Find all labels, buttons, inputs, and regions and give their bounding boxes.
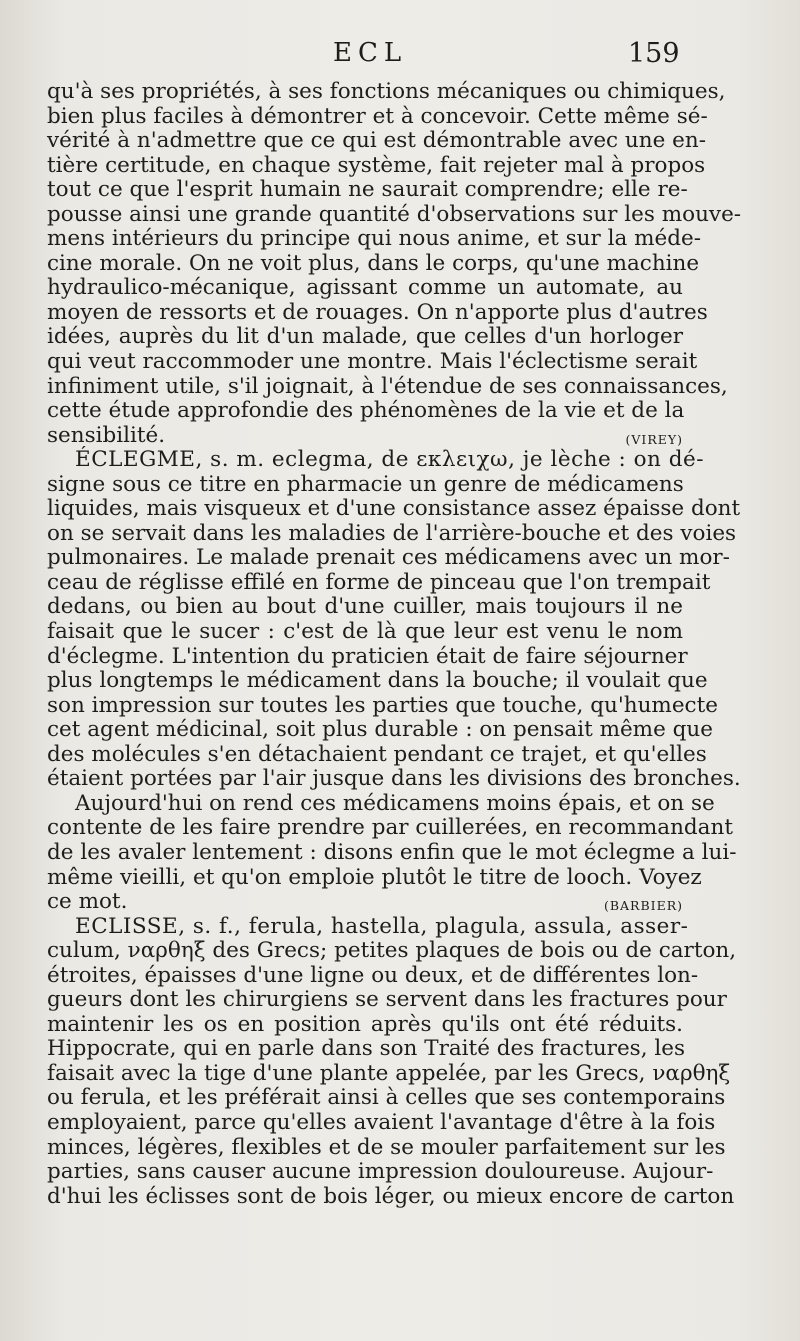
text-line: Aujourd'hui on rend ces médicamens moins épais, et on se: [75, 790, 715, 816]
text-line: mens intérieurs du principe qui nous anime, et sur la méde-: [47, 226, 701, 252]
running-head: [0, 38, 800, 78]
text-line: vérité à n'admettre que ce qui est démontrable avec une en-: [47, 128, 707, 154]
text-line: faisait que le sucer : c'est de là que leur est venu le nom: [47, 619, 683, 645]
text-line: ceau de réglisse effilé en forme de pinceau que l'on trempait: [47, 569, 711, 595]
text-line: qu'à ses propriétés, à ses fonctions mécaniques ou chimiques,: [47, 79, 726, 104]
text-line: tière certitude, en chaque système, fait rejeter mal à propos: [47, 152, 706, 178]
text-line: ou ferula, et les préférait ainsi à celles que ses contemporains: [47, 1085, 726, 1111]
text-line: signe sous ce titre en pharmacie un genre de médicamens: [47, 471, 684, 497]
text-line-with-signature: [47, 424, 683, 449]
text-line: sensibilité.: [47, 422, 166, 448]
text-line: qui veut raccommoder une montre. Mais l'éclectisme serait: [47, 349, 698, 375]
author-signature: (BARBIER): [603, 898, 683, 914]
text-line: dedans, ou bien au bout d'une cuiller, mais toujours il ne: [47, 594, 683, 620]
body-text: [47, 79, 742, 1209]
entry-heading-line: ÉCLEGME, s. m. eclegma, de εκλειχω, je lèche : on dé-: [75, 447, 704, 473]
text-line: étroites, épaisses d'une ligne ou deux, et de différentes lon-: [47, 962, 699, 988]
text-line: cette étude approfondie des phénomènes de la vie et de la: [47, 398, 685, 424]
text-line: parties, sans causer aucune impression douloureuse. Aujour-: [47, 1159, 714, 1185]
text-line: idées, auprès du lit d'un malade, que celles d'un horloger: [47, 324, 683, 350]
text-line: culum, ναρθηξ des Grecs; petites plaques de bois ou de carton,: [47, 938, 737, 964]
text-line: bien plus faciles à démontrer et à concevoir. Cette même sé-: [47, 103, 708, 129]
text-line: pousse ainsi une grande quantité d'observations sur les mouve-: [47, 201, 742, 227]
text-line: étaient portées par l'air jusque dans les divisions des bronches.: [47, 766, 741, 792]
text-line: son impression sur toutes les parties que touche, qu'humecte: [47, 692, 718, 718]
text-line: cine morale. On ne voit plus, dans le corps, qu'une machine: [47, 250, 700, 276]
text-line: ce mot.: [47, 889, 128, 915]
text-line: minces, légères, flexibles et de se mouler parfaitement sur les: [47, 1134, 726, 1160]
text-line: infiniment utile, s'il joignait, à l'étendue de ses connaissances,: [47, 373, 728, 399]
text-line: d'éclegme. L'intention du praticien était de faire séjourner: [47, 643, 688, 669]
page-number: 159: [628, 38, 680, 69]
text-line: des molécules s'en détachaient pendant ce trajet, et qu'elles: [47, 741, 707, 767]
text-line: même vieilli, et qu'on emploie plutôt le titre de looch. Voyez: [47, 864, 702, 890]
text-line-with-signature: [47, 890, 683, 915]
text-line: d'hui les éclisses sont de bois léger, ou mieux encore de carton: [47, 1183, 735, 1209]
text-line: hydraulico-mécanique, agissant comme un automate, au: [47, 275, 683, 301]
text-line: tout ce que l'esprit humain ne saurait comprendre; elle re-: [47, 177, 688, 203]
text-line: moyen de ressorts et de rouages. On n'apporte plus d'autres: [47, 299, 708, 325]
text-line: de les avaler lentement : disons enfin que le mot éclegme a lui-: [47, 839, 737, 865]
text-line: Hippocrate, qui en parle dans son Traité des fractures, les: [47, 1036, 686, 1062]
running-head-title: ECL: [333, 38, 408, 68]
text-line: pulmonaires. Le malade prenait ces médicamens avec un mor-: [47, 545, 730, 571]
text-line: cet agent médicinal, soit plus durable : on pensait même que: [47, 717, 713, 743]
text-line: faisait avec la tige d'une plante appelée, par les Grecs, ναρθηξ: [47, 1060, 731, 1086]
text-line: on se servait dans les maladies de l'arrière-bouche et des voies: [47, 520, 737, 546]
text-line: plus longtemps le médicament dans la bouche; il voulait que: [47, 668, 708, 694]
text-line: liquides, mais visqueux et d'une consistance assez épaisse dont: [47, 496, 741, 522]
author-signature: (VIREY): [625, 431, 683, 447]
entry-heading-line: ECLISSE, s. f., ferula, hastella, plagula, assula, asser-: [75, 913, 689, 939]
text-line: employaient, parce qu'elles avaient l'avantage d'être à la fois: [47, 1109, 716, 1135]
text-line: contente de les faire prendre par cuillerées, en recommandant: [47, 815, 733, 841]
text-line: maintenir les os en position après qu'ils ont été réduits.: [47, 1011, 683, 1037]
text-line: gueurs dont les chirurgiens se servent dans les fractures pour: [47, 987, 727, 1013]
